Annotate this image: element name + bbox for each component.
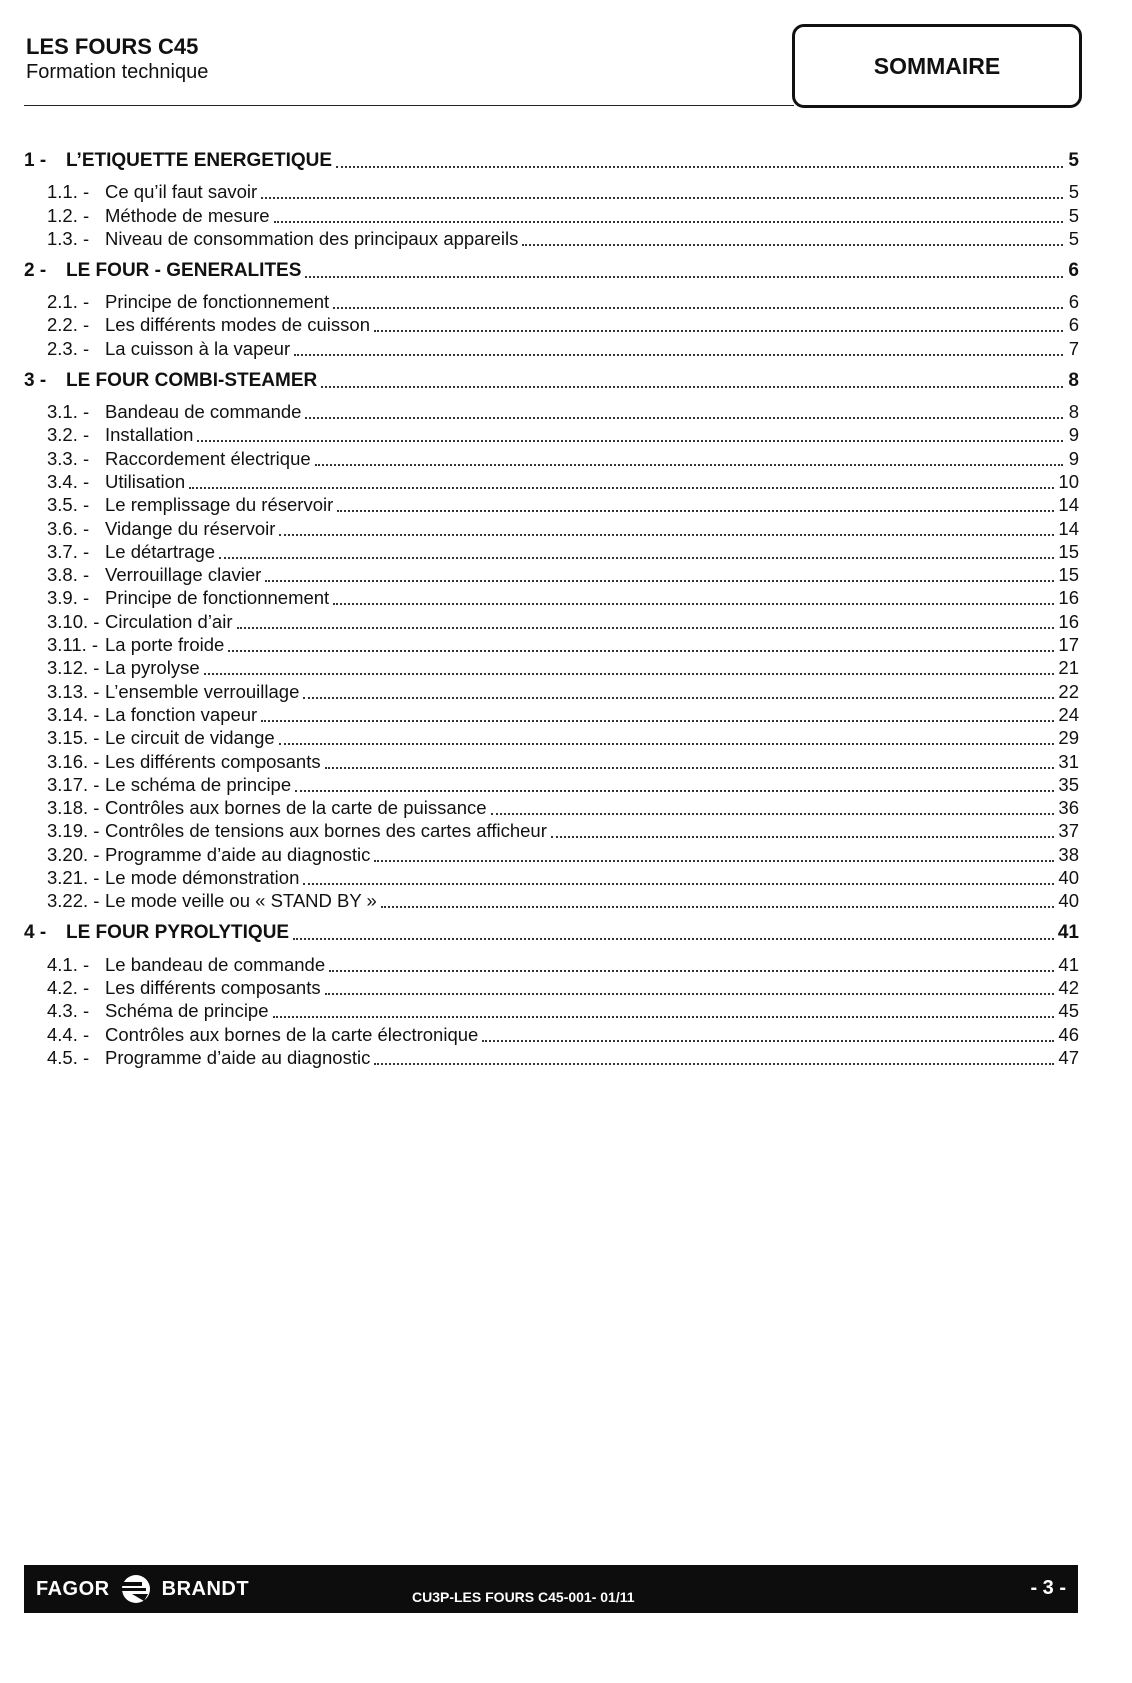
entry-page-number: 41 bbox=[1058, 953, 1079, 975]
dot-leader bbox=[303, 883, 1054, 885]
entry-number: 3.14. - bbox=[47, 703, 100, 725]
entry-number: 1.3. - bbox=[47, 227, 90, 249]
toc-entry-row bbox=[24, 656, 1079, 679]
dot-leader bbox=[522, 244, 1063, 246]
entry-title: Le circuit de vidange bbox=[105, 727, 275, 749]
dot-leader bbox=[336, 166, 1063, 168]
entry-number: 3.13. - bbox=[47, 680, 100, 702]
dot-leader bbox=[219, 557, 1054, 559]
entry-page-number: 38 bbox=[1058, 843, 1079, 865]
toc-entry-row bbox=[24, 999, 1079, 1022]
entry-page-number: 5 bbox=[1068, 181, 1079, 203]
entry-title: Verrouillage clavier bbox=[105, 564, 262, 586]
entry-page-number: 36 bbox=[1058, 797, 1079, 819]
entry-page-number: 42 bbox=[1058, 976, 1079, 998]
toc-entry-row bbox=[24, 423, 1079, 446]
entry-page-number: 47 bbox=[1058, 1046, 1079, 1068]
section-title: LE FOUR PYROLYTIQUE bbox=[66, 922, 290, 944]
section-number: 4 - bbox=[24, 922, 47, 944]
entry-number: 3.5. - bbox=[47, 494, 90, 516]
section-page-number: 8 bbox=[1068, 369, 1079, 391]
entry-title: Schéma de principe bbox=[105, 1000, 269, 1022]
table-of-contents bbox=[24, 146, 1079, 1069]
sommaire-box bbox=[792, 24, 1082, 108]
dot-leader bbox=[374, 1063, 1054, 1065]
toc-entry-row bbox=[24, 203, 1079, 226]
page-footer bbox=[24, 1565, 1078, 1613]
toc-entry-row bbox=[24, 227, 1079, 250]
entry-page-number: 24 bbox=[1058, 703, 1079, 725]
toc-entry-row bbox=[24, 180, 1079, 203]
entry-page-number: 10 bbox=[1058, 470, 1079, 492]
section-page-number: 41 bbox=[1057, 922, 1079, 944]
entry-number: 4.3. - bbox=[47, 1000, 90, 1022]
entry-title: L’ensemble verrouillage bbox=[105, 680, 300, 702]
entry-number: 3.7. - bbox=[47, 540, 90, 562]
toc-section-row bbox=[24, 256, 1079, 282]
entry-page-number: 40 bbox=[1058, 867, 1079, 889]
entry-page-number: 31 bbox=[1058, 750, 1079, 772]
entry-number: 3.10. - bbox=[47, 610, 100, 632]
dot-leader bbox=[294, 354, 1063, 356]
entry-title: Le mode démonstration bbox=[105, 867, 300, 889]
dot-leader bbox=[374, 330, 1063, 332]
entry-number: 3.9. - bbox=[47, 587, 90, 609]
entry-title: Utilisation bbox=[105, 470, 186, 492]
entry-number: 4.1. - bbox=[47, 953, 90, 975]
entry-number: 3.2. - bbox=[47, 424, 90, 446]
entry-page-number: 21 bbox=[1058, 657, 1079, 679]
entry-number: 3.21. - bbox=[47, 867, 100, 889]
entry-number: 3.1. - bbox=[47, 401, 90, 423]
document-reference: CU3P-LES FOURS C45-001- 01/11 bbox=[412, 1589, 635, 1605]
entry-number: 3.17. - bbox=[47, 773, 100, 795]
entry-number: 2.1. - bbox=[47, 291, 90, 313]
entry-title: Ce qu’il faut savoir bbox=[105, 181, 258, 203]
toc-entry-row bbox=[24, 493, 1079, 516]
dot-leader bbox=[305, 276, 1063, 278]
entry-title: Contrôles de tensions aux bornes des cartes afficheur bbox=[105, 820, 547, 842]
entry-page-number: 9 bbox=[1068, 447, 1079, 469]
entry-title: Les différents modes de cuisson bbox=[105, 314, 370, 336]
fagor-brandt-logo-icon bbox=[118, 1574, 154, 1604]
entry-page-number: 45 bbox=[1058, 1000, 1079, 1022]
dot-leader bbox=[197, 440, 1063, 442]
toc-entry-row bbox=[24, 633, 1079, 656]
toc-entry-row bbox=[24, 976, 1079, 999]
dot-leader bbox=[265, 580, 1054, 582]
entry-title: Méthode de mesure bbox=[105, 204, 270, 226]
dot-leader bbox=[273, 1016, 1055, 1018]
toc-entry-row bbox=[24, 866, 1079, 889]
entry-title: La pyrolyse bbox=[105, 657, 200, 679]
toc-entry-row bbox=[24, 470, 1079, 493]
entry-page-number: 6 bbox=[1068, 314, 1079, 336]
dot-leader bbox=[295, 790, 1054, 792]
dot-leader bbox=[325, 767, 1055, 769]
dot-leader bbox=[333, 307, 1063, 309]
entry-page-number: 22 bbox=[1058, 680, 1079, 702]
toc-entry-row bbox=[24, 1046, 1079, 1069]
toc-section-row bbox=[24, 146, 1079, 172]
entry-number: 3.11. - bbox=[47, 634, 99, 656]
dot-leader bbox=[274, 221, 1063, 223]
entry-number: 1.1. - bbox=[47, 181, 90, 203]
toc-entry-row bbox=[24, 313, 1079, 336]
entry-number: 3.12. - bbox=[47, 657, 100, 679]
section-number: 2 - bbox=[24, 259, 47, 281]
dot-leader bbox=[482, 1040, 1054, 1042]
entry-page-number: 7 bbox=[1068, 337, 1079, 359]
dot-leader bbox=[228, 650, 1054, 652]
dot-leader bbox=[261, 197, 1063, 199]
entry-title: Le remplissage du réservoir bbox=[105, 494, 334, 516]
entry-title: Raccordement électrique bbox=[105, 447, 311, 469]
section-number: 1 - bbox=[24, 150, 47, 171]
entry-title: Le bandeau de commande bbox=[105, 953, 326, 975]
sommaire-label: SOMMAIRE bbox=[873, 52, 1001, 79]
entry-title: Les différents composants bbox=[105, 976, 321, 998]
entry-title: Principe de fonctionnement bbox=[105, 587, 330, 609]
toc-entry-row bbox=[24, 703, 1079, 726]
brand-logo bbox=[36, 1574, 249, 1604]
toc-entry-row bbox=[24, 1022, 1079, 1045]
toc-entry-row bbox=[24, 563, 1079, 586]
entry-number: 4.2. - bbox=[47, 976, 90, 998]
dot-leader bbox=[293, 938, 1054, 940]
entry-title: La fonction vapeur bbox=[105, 703, 258, 725]
dot-leader bbox=[381, 906, 1055, 908]
dot-leader bbox=[315, 464, 1063, 466]
entry-page-number: 29 bbox=[1058, 727, 1079, 749]
entry-page-number: 9 bbox=[1068, 424, 1079, 446]
page-number: - 3 - bbox=[1030, 1577, 1066, 1599]
entry-title: Vidange du réservoir bbox=[105, 517, 276, 539]
dot-leader bbox=[303, 697, 1054, 699]
toc-section-row bbox=[24, 366, 1079, 392]
toc-entry-row bbox=[24, 726, 1079, 749]
entry-number: 4.5. - bbox=[47, 1046, 90, 1068]
dot-leader bbox=[551, 836, 1055, 838]
entry-page-number: 17 bbox=[1058, 634, 1079, 656]
dot-leader bbox=[374, 860, 1054, 862]
entry-number: 3.16. - bbox=[47, 750, 100, 772]
entry-page-number: 15 bbox=[1058, 540, 1079, 562]
entry-title: La porte froide bbox=[105, 634, 225, 656]
entry-page-number: 16 bbox=[1058, 610, 1079, 632]
toc-entry-row bbox=[24, 749, 1079, 772]
section-page-number: 5 bbox=[1068, 150, 1079, 171]
entry-title: Bandeau de commande bbox=[105, 401, 302, 423]
entry-number: 3.6. - bbox=[47, 517, 90, 539]
toc-entry-row bbox=[24, 516, 1079, 539]
entry-number: 3.22. - bbox=[47, 890, 100, 912]
toc-entry-row bbox=[24, 773, 1079, 796]
entry-number: 3.19. - bbox=[47, 820, 100, 842]
document-subtitle: Formation technique bbox=[26, 61, 209, 83]
toc-entry-row bbox=[24, 586, 1079, 609]
section-title: L’ETIQUETTE ENERGETIQUE bbox=[66, 150, 333, 171]
dot-leader bbox=[279, 743, 1055, 745]
toc-entry-row bbox=[24, 842, 1079, 865]
entry-number: 4.4. - bbox=[47, 1023, 90, 1045]
entry-title: Le détartrage bbox=[105, 540, 216, 562]
toc-section-row bbox=[24, 918, 1079, 944]
toc-entry-row bbox=[24, 290, 1079, 313]
entry-number: 3.8. - bbox=[47, 564, 90, 586]
section-title: LE FOUR COMBI-STEAMER bbox=[66, 369, 318, 391]
dot-leader bbox=[491, 813, 1055, 815]
section-number: 3 - bbox=[24, 369, 47, 391]
entry-page-number: 6 bbox=[1068, 291, 1079, 313]
dot-leader bbox=[237, 627, 1055, 629]
dot-leader bbox=[305, 417, 1063, 419]
entry-title: La cuisson à la vapeur bbox=[105, 337, 291, 359]
entry-page-number: 14 bbox=[1058, 494, 1079, 516]
entry-page-number: 5 bbox=[1068, 204, 1079, 226]
dot-leader bbox=[325, 993, 1055, 995]
entry-title: Contrôles aux bornes de la carte électronique bbox=[105, 1023, 479, 1045]
entry-title: Programme d’aide au diagnostic bbox=[105, 1046, 371, 1068]
dot-leader bbox=[329, 970, 1054, 972]
toc-entry-row bbox=[24, 796, 1079, 819]
toc-entry-row bbox=[24, 446, 1079, 469]
entry-number: 3.15. - bbox=[47, 727, 100, 749]
dot-leader bbox=[333, 603, 1054, 605]
entry-number: 2.3. - bbox=[47, 337, 90, 359]
toc-entry-row bbox=[24, 819, 1079, 842]
entry-title: Contrôles aux bornes de la carte de puissance bbox=[105, 797, 487, 819]
entry-title: Niveau de consommation des principaux appareils bbox=[105, 227, 519, 249]
section-title: LE FOUR - GENERALITES bbox=[66, 259, 302, 281]
entry-page-number: 16 bbox=[1058, 587, 1079, 609]
entry-number: 2.2. - bbox=[47, 314, 90, 336]
brand-left-text: FAGOR bbox=[36, 1577, 110, 1600]
entry-page-number: 15 bbox=[1058, 564, 1079, 586]
document-title: LES FOURS C45 bbox=[26, 34, 199, 59]
entry-page-number: 37 bbox=[1058, 820, 1079, 842]
entry-title: Le schéma de principe bbox=[105, 773, 292, 795]
entry-page-number: 5 bbox=[1068, 227, 1079, 249]
dot-leader bbox=[204, 673, 1055, 675]
toc-entry-row bbox=[24, 336, 1079, 359]
entry-title: Circulation d’air bbox=[105, 610, 233, 632]
entry-page-number: 40 bbox=[1058, 890, 1079, 912]
dot-leader bbox=[189, 487, 1054, 489]
entry-number: 3.3. - bbox=[47, 447, 90, 469]
document-header bbox=[26, 34, 208, 84]
header-divider bbox=[24, 105, 794, 106]
entry-page-number: 35 bbox=[1058, 773, 1079, 795]
entry-title: Installation bbox=[105, 424, 194, 446]
toc-entry-row bbox=[24, 540, 1079, 563]
entry-number: 1.2. - bbox=[47, 204, 90, 226]
entry-number: 3.18. - bbox=[47, 797, 100, 819]
entry-page-number: 14 bbox=[1058, 517, 1079, 539]
entry-page-number: 8 bbox=[1068, 401, 1079, 423]
dot-leader bbox=[279, 534, 1054, 536]
toc-entry-row bbox=[24, 609, 1079, 632]
entry-number: 3.4. - bbox=[47, 470, 90, 492]
section-page-number: 6 bbox=[1068, 259, 1079, 281]
entry-title: Principe de fonctionnement bbox=[105, 291, 330, 313]
dot-leader bbox=[321, 386, 1063, 388]
entry-title: Les différents composants bbox=[105, 750, 321, 772]
entry-number: 3.20. - bbox=[47, 843, 100, 865]
toc-entry-row bbox=[24, 679, 1079, 702]
entry-title: Programme d’aide au diagnostic bbox=[105, 843, 371, 865]
entry-title: Le mode veille ou « STAND BY » bbox=[105, 890, 377, 912]
dot-leader bbox=[337, 510, 1054, 512]
toc-entry-row bbox=[24, 952, 1079, 975]
toc-entry-row bbox=[24, 889, 1079, 912]
brand-right-text: BRANDT bbox=[161, 1577, 250, 1600]
toc-entry-row bbox=[24, 400, 1079, 423]
dot-leader bbox=[261, 720, 1054, 722]
entry-page-number: 46 bbox=[1058, 1023, 1079, 1045]
